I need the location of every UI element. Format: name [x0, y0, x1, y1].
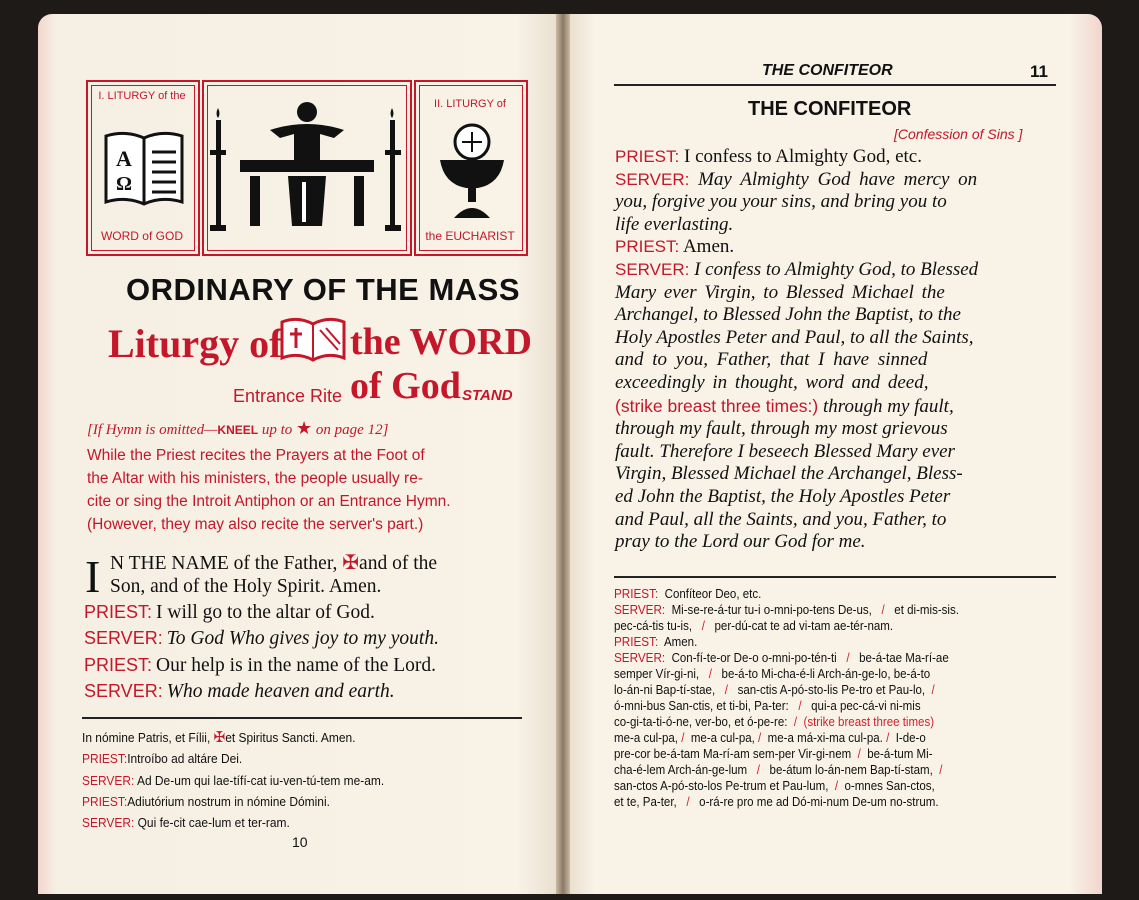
latin-text: Introíbo ad altáre Dei.: [127, 751, 243, 766]
divider-rule: [82, 717, 522, 719]
latin-line: [614, 666, 930, 682]
latin-priest-1: [82, 751, 242, 766]
latin-line: [614, 730, 926, 746]
page-title: ORDINARY OF THE MASS: [125, 272, 521, 307]
latin-line: [614, 682, 935, 698]
latin-line: [614, 762, 942, 778]
latin-line: [614, 778, 935, 794]
section-heading: THE CONFITEOR: [748, 98, 912, 120]
latin-line: [614, 698, 921, 714]
sign-of-cross-line-2: Son, and of the Holy Spirit. Amen.: [110, 576, 382, 597]
priest-label: PRIEST:: [614, 634, 659, 649]
server-label: SERVER:: [82, 815, 135, 830]
latin-text: me-a cul-pa,: [614, 730, 679, 745]
priest-text: I will go to the altar of God.: [156, 602, 375, 623]
latin-text: pec-cá-tis tu-is,: [614, 618, 693, 633]
slash-mark: /: [857, 746, 861, 761]
priest-label: PRIEST:: [614, 586, 659, 601]
english-line: [615, 259, 978, 282]
server-text: To God Who gives joy to my youth.: [166, 628, 439, 649]
slash-mark: /: [724, 682, 728, 697]
hymn-note-c: on page 12]: [312, 422, 389, 438]
cross-icon: ✠: [213, 729, 226, 746]
latin-text: et te, Pa-ter,: [614, 794, 677, 809]
latin-text: o-rá-re pro me ad Dó-mi-num De-um no-strum.: [699, 794, 939, 809]
chalice-host-icon: [438, 122, 506, 222]
rubric-line-4: (However, they may also recite the server's part.): [87, 516, 424, 533]
latin-text: semper Vír-gi-ni,: [614, 666, 700, 681]
latin-text: Amen.: [663, 634, 698, 649]
entrance-rite-heading: Entrance Rite: [233, 386, 343, 406]
book-icon: [278, 314, 348, 364]
dialogue-priest-2: [84, 655, 436, 677]
slash-mark: /: [681, 730, 685, 745]
slash-mark: /: [798, 698, 802, 713]
star-icon: ★: [296, 418, 313, 438]
slash-mark: /: [834, 778, 839, 793]
latin-text: qui-a pec-cá-vi ni-mis: [811, 698, 921, 713]
latin-text: et di-mis-sis.: [894, 602, 959, 617]
latin-line: [614, 794, 939, 810]
slash-mark: /: [708, 666, 712, 681]
rubric-line-1: While the Priest recites the Prayers at the Foot of: [87, 447, 425, 464]
latin-text: me-a cul-pa,: [690, 730, 755, 745]
server-label: SERVER:: [615, 259, 690, 279]
priest-label: PRIEST:: [82, 794, 128, 809]
latin-text: Adiutórium nostrum in nómine Dómini.: [127, 794, 330, 809]
liturgy-eucharist-box: [414, 80, 528, 256]
latin-sign-line: [82, 728, 355, 746]
priest-label: PRIEST:: [84, 602, 153, 622]
english-line: fault. Therefore I beseech Blessed Mary ever: [615, 440, 955, 462]
latin-line-a: In nómine Patris, et Fílii,: [82, 730, 211, 745]
slash-mark: /: [931, 682, 935, 697]
latin-text: san-ctis A-pó-sto-lis Pe-tro et Pau-lo,: [737, 682, 926, 697]
latin-text: Ad De-um qui lae-tífí-cat iu-ven-tú-tem me-am.: [136, 773, 385, 788]
english-text: I confess to Almighty God, etc.: [684, 146, 922, 167]
latin-text: lo-án-ni Bap-tí-stae,: [614, 682, 716, 697]
server-label: SERVER:: [82, 773, 135, 788]
latin-text: me-a má-xi-ma cul-pa.: [767, 730, 883, 745]
rubric-line-3: cite or sing the Introit Antiphon or an Entrance Hymn.: [87, 493, 451, 510]
latin-line: [614, 650, 949, 666]
svg-text:A: A: [116, 146, 132, 171]
hymn-note: [87, 418, 388, 439]
english-text: through my fault,: [823, 395, 954, 417]
latin-server-2: [82, 815, 290, 830]
slash-mark: /: [756, 762, 760, 777]
latin-line: [614, 618, 893, 634]
server-label: SERVER:: [614, 650, 666, 665]
english-line: Holy Apostles Peter and Paul, to all the Saints,: [615, 326, 974, 348]
dialogue-server-1: [84, 628, 439, 650]
slash-mark: /: [686, 794, 690, 809]
svg-text:Ω: Ω: [116, 173, 133, 195]
server-label: SERVER:: [614, 602, 666, 617]
cross-icon: ✠: [342, 552, 360, 574]
drop-cap: I: [85, 551, 101, 602]
sign-line-1b: and of the: [359, 553, 438, 574]
section-title-right: the WORD of God: [350, 321, 532, 407]
server-label: SERVER:: [615, 169, 690, 189]
eucharist-label: the EUCHARIST: [425, 229, 515, 243]
english-text: I confess to Almighty God, to Blessed: [694, 258, 979, 280]
english-line: ed John the Baptist, the Holy Apostles Peter: [615, 485, 951, 507]
liturgy-1-label: I. LITURGY of the: [98, 90, 186, 102]
latin-text: Qui fe-cit cae-lum et ter-ram.: [137, 815, 290, 830]
right-page: [568, 14, 1102, 894]
latin-text: co-gi-ta-ti-ó-ne, ver-bo, et ó-pe-re:: [614, 714, 788, 729]
latin-text: be-á-tum Mi-: [867, 746, 933, 761]
latin-text: Mi-se-re-á-tur tu-i o-mni-po-tens De-us,: [671, 602, 872, 617]
english-line: [615, 169, 978, 192]
english-line: and to you, Father, that I have sinned: [615, 349, 928, 371]
latin-text: I-de-o: [895, 730, 926, 745]
altar-box: [202, 80, 412, 256]
english-line: [615, 236, 978, 259]
running-head: THE CONFITEOR: [762, 62, 893, 79]
priest-label: PRIEST:: [84, 655, 153, 675]
dialogue-server-2: [84, 681, 395, 703]
latin-line: [614, 586, 761, 602]
english-text: May Almighty God have mercy on: [698, 168, 978, 190]
stand-rubric: STAND: [462, 387, 513, 404]
latin-text: be-á-to Mi-cha-é-li Arch-án-ge-lo, be-á-to: [721, 666, 931, 681]
kneel-rubric: KNEEL: [217, 423, 259, 437]
priest-label: PRIEST:: [615, 147, 680, 166]
slash-mark: /: [846, 650, 850, 665]
slash-mark: /: [758, 730, 762, 745]
slash-mark: /: [701, 618, 705, 633]
latin-text: be-átum lo-án-nem Bap-tí-stam,: [769, 762, 933, 777]
liturgy-word-box: [86, 80, 200, 256]
english-line: through my fault, through my most grievous: [615, 418, 948, 440]
latin-priest-2: [82, 794, 330, 809]
page-number: 11: [1030, 62, 1048, 81]
priest-label: PRIEST:: [82, 751, 128, 766]
header-rule: [614, 84, 1056, 86]
latin-text: Con-fí-te-or De-o o-mni-po-tén-ti: [671, 650, 837, 665]
dialogue-priest-1: [84, 602, 375, 624]
slash-mark: /: [886, 730, 890, 745]
priest-text: Our help is in the name of the Lord.: [156, 655, 437, 676]
page-number: 10: [292, 834, 308, 850]
latin-line-b: et Spiritus Sancti. Amen.: [225, 730, 356, 745]
confiteor-english: [615, 146, 978, 554]
latin-text: o-mnes San-ctos,: [844, 778, 935, 793]
strike-breast-rubric-latin: (strike breast three times): [803, 714, 935, 729]
english-line: you, forgive you your sins, and bring you to: [615, 191, 947, 213]
priest-at-altar-icon: [210, 90, 404, 246]
english-line: and Paul, all the Saints, and you, Father, to: [615, 508, 947, 530]
slash-mark: /: [939, 762, 943, 777]
server-text: Who made heaven and earth.: [166, 681, 395, 702]
slash-mark: /: [881, 602, 885, 617]
priest-label: PRIEST:: [615, 237, 680, 257]
english-line: [615, 146, 978, 169]
open-bible-icon: [102, 126, 186, 208]
rubric-line-2: the Altar with his ministers, the people usually re-: [87, 470, 423, 487]
latin-text: cha-é-lem Arch-án-ge-lum: [614, 762, 748, 777]
english-line: life everlasting.: [615, 213, 734, 235]
strike-breast-rubric: (strike breast three times:): [615, 395, 819, 416]
latin-line: [614, 746, 933, 762]
divider-rule: [614, 576, 1056, 578]
english-line: Virgin, Blessed Michael the Archangel, Bless-: [615, 463, 963, 485]
left-page: [38, 14, 558, 894]
word-of-god-label: WORD of GOD: [100, 229, 183, 243]
liturgy-2-label: II. LITURGY of: [434, 98, 506, 110]
english-line: [615, 395, 978, 419]
section-subheading: [Confession of Sins ]: [894, 126, 1023, 142]
english-line: pray to the Lord our God for me.: [615, 531, 866, 553]
english-line: Mary ever Virgin, to Blessed Michael the: [615, 281, 945, 303]
latin-server-1: [82, 773, 384, 788]
latin-text: pre-cor be-á-tam Ma-rí-am sem-per Vir-gi-nem: [614, 746, 852, 761]
section-title-left: Liturgy of: [108, 321, 283, 366]
english-text: Amen.: [682, 236, 735, 258]
latin-line: [614, 714, 934, 730]
sign-of-cross-line-1: [110, 550, 437, 575]
latin-line: [614, 634, 697, 650]
latin-text: san-ctos A-pó-sto-los Pe-trum et Pau-lum,: [614, 778, 829, 793]
sign-line-1a: N THE NAME of the Father,: [110, 553, 338, 574]
latin-line: [614, 602, 959, 618]
server-label: SERVER:: [84, 628, 163, 648]
latin-text: per-dú-cat te ad vi-tam ae-tér-nam.: [714, 618, 894, 633]
book-gutter: [556, 14, 570, 894]
english-line: exceedingly in thought, word and deed,: [615, 371, 929, 393]
latin-text: ó-mni-bus San-ctis, et ti-bi, Pa-ter:: [614, 698, 789, 713]
slash-mark: /: [793, 714, 798, 729]
hymn-note-b: up to: [258, 422, 297, 438]
server-label: SERVER:: [84, 681, 163, 701]
latin-text: be-á-tae Ma-rí-ae: [859, 650, 949, 665]
latin-text: Confíteor Deo, etc.: [664, 586, 762, 601]
english-line: Archangel, to Blessed John the Baptist, to the: [615, 304, 961, 326]
hymn-note-a: [If Hymn is omitted—: [87, 422, 218, 438]
